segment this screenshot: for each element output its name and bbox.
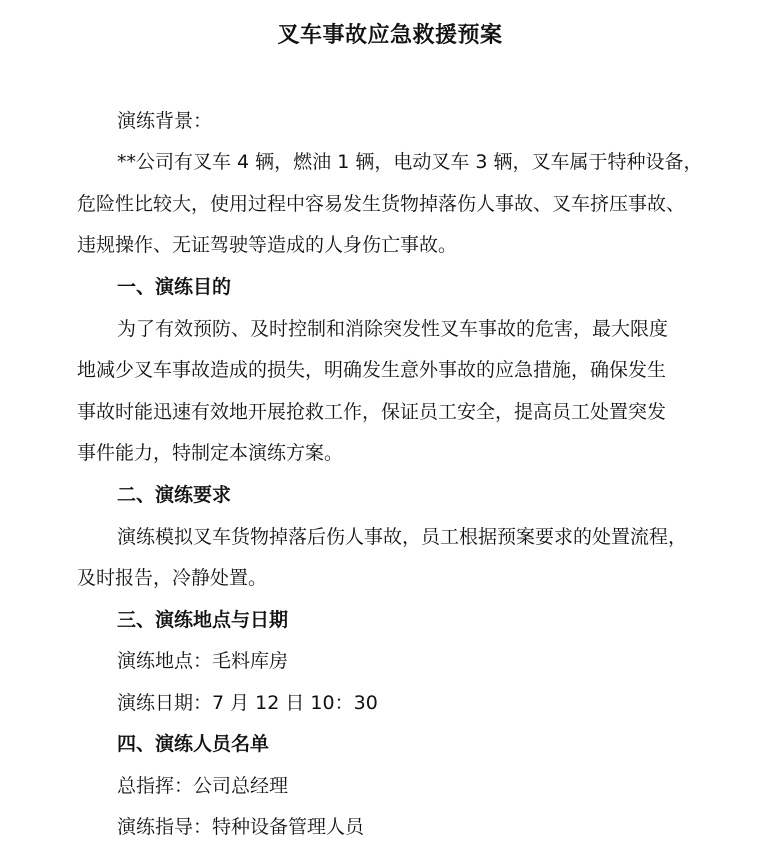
background-text-line-3: 违规操作、无证驾驶等造成的人身伤亡事故。 bbox=[77, 234, 458, 256]
section-heading-purpose: 一、演练目的 bbox=[117, 276, 232, 298]
purpose-text-line-4: 事件能力，特制定本演练方案。 bbox=[77, 442, 344, 464]
requirements-text-line-1: 演练模拟叉车货物掉落后伤人事故，员工根据预案要求的处置流程， bbox=[117, 526, 688, 548]
background-heading: 演练背景： bbox=[117, 110, 213, 132]
drill-location: 演练地点：毛料库房 bbox=[117, 650, 289, 672]
drill-date: 演练日期：7 月 12 日 10：30 bbox=[117, 692, 378, 714]
section-heading-personnel: 四、演练人员名单 bbox=[117, 733, 270, 755]
purpose-text-line-3: 事故时能迅速有效地开展抢救工作，保证员工安全，提高员工处置突发 bbox=[77, 401, 667, 423]
purpose-text-line-2: 地减少叉车事故造成的损失，明确发生意外事故的应急措施，确保发生 bbox=[77, 359, 667, 381]
requirements-text-line-2: 及时报告，冷静处置。 bbox=[77, 567, 268, 589]
director-line: 演练指导：特种设备管理人员 bbox=[117, 816, 365, 838]
background-text-line-1: **公司有叉车 4 辆，燃油 1 辆，电动叉车 3 辆，叉车属于特种设备， bbox=[117, 151, 703, 173]
document-title: 叉车事故应急救援预案 bbox=[277, 23, 503, 48]
commander-line: 总指挥：公司总经理 bbox=[117, 775, 289, 797]
background-text-line-2: 危险性比较大，使用过程中容易发生货物掉落伤人事故、叉车挤压事故、 bbox=[77, 193, 686, 215]
section-heading-requirements: 二、演练要求 bbox=[117, 484, 232, 506]
section-heading-location-date: 三、演练地点与日期 bbox=[117, 609, 289, 631]
purpose-text-line-1: 为了有效预防、及时控制和消除突发性叉车事故的危害，最大限度 bbox=[117, 318, 669, 340]
